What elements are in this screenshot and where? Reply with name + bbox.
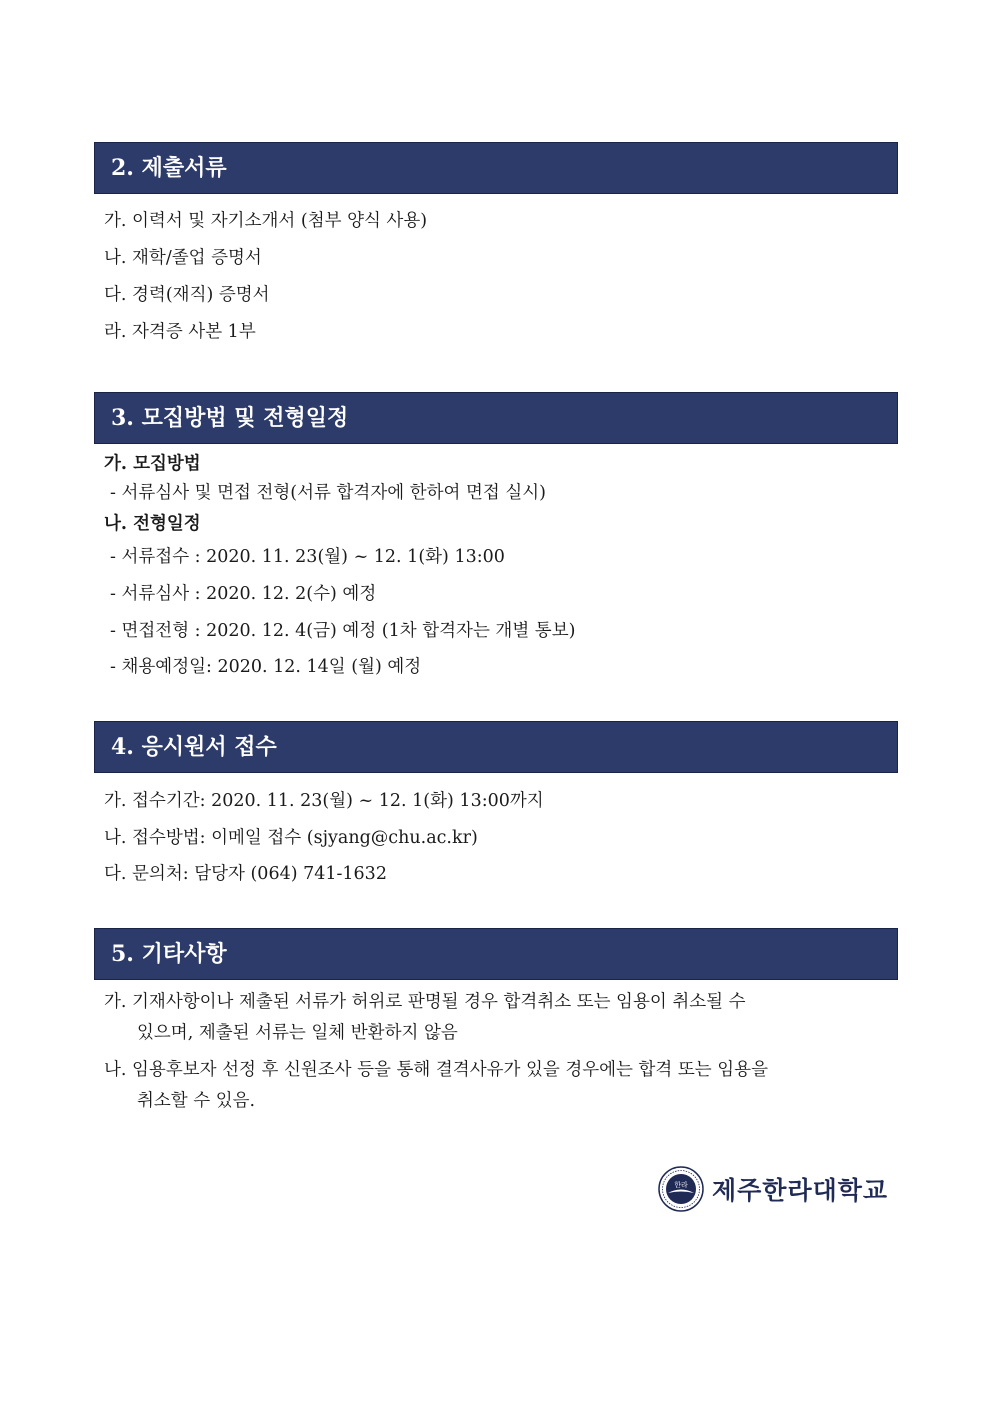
section-4-header: 4. 응시원서 접수 xyxy=(94,721,898,773)
section-3-sub-b-item-3: - 면접전형 : 2020. 12. 4(금) 예정 (1차 합격자는 개별 통보) xyxy=(110,621,576,641)
section-2-item-4: 라. 자격증 사본 1부 xyxy=(104,322,256,342)
section-3-sub-b-item-2: - 서류심사 : 2020. 12. 2(수) 예정 xyxy=(110,584,377,604)
section-4-item-1: 가. 접수기간: 2020. 11. 23(월) ~ 12. 1(화) 13:00까지 xyxy=(104,791,544,811)
section-5-item-1-line-2: 있으며, 제출된 서류는 일체 반환하지 않음 xyxy=(137,1023,458,1043)
section-2-header: 2. 제출서류 xyxy=(94,142,898,194)
section-5-item-2-line-1: 나. 임용후보자 선정 후 신원조사 등을 통해 결격사유가 있을 경우에는 합격 또는 임용을 xyxy=(104,1060,768,1080)
section-5-header: 5. 기타사항 xyxy=(94,928,898,980)
emblem-text: 한라 xyxy=(674,1181,688,1189)
section-3-sub-b-title: 나. 전형일정 xyxy=(104,514,201,534)
university-name: 제주한라대학교 xyxy=(712,1176,889,1205)
university-logo xyxy=(658,1166,888,1212)
section-3-header: 3. 모집방법 및 전형일정 xyxy=(94,392,898,444)
section-3-sub-b-item-1: - 서류접수 : 2020. 11. 23(월) ~ 12. 1(화) 13:00 xyxy=(110,547,505,567)
section-4-item-3: 다. 문의처: 담당자 (064) 741-1632 xyxy=(104,864,387,884)
section-4-item-2: 나. 접수방법: 이메일 접수 (sjyang@chu.ac.kr) xyxy=(104,828,478,848)
section-3-sub-a-title: 가. 모집방법 xyxy=(104,454,201,474)
university-emblem-icon xyxy=(658,1166,704,1212)
section-2-item-3: 다. 경력(재직) 증명서 xyxy=(104,285,270,305)
section-5-item-1-line-1: 가. 기재사항이나 제출된 서류가 허위로 판명될 경우 합격취소 또는 임용이 취소될 수 xyxy=(104,992,746,1012)
section-2-item-1: 가. 이력서 및 자기소개서 (첨부 양식 사용) xyxy=(104,211,428,231)
section-5-item-2-line-2: 취소할 수 있음. xyxy=(137,1091,256,1111)
section-3-sub-b-item-4: - 채용예정일: 2020. 12. 14일 (월) 예정 xyxy=(110,657,422,677)
section-3-sub-a-item-1: - 서류심사 및 면접 전형(서류 합격자에 한하여 면접 실시) xyxy=(110,483,546,503)
section-2-item-2: 나. 재학/졸업 증명서 xyxy=(104,248,262,268)
